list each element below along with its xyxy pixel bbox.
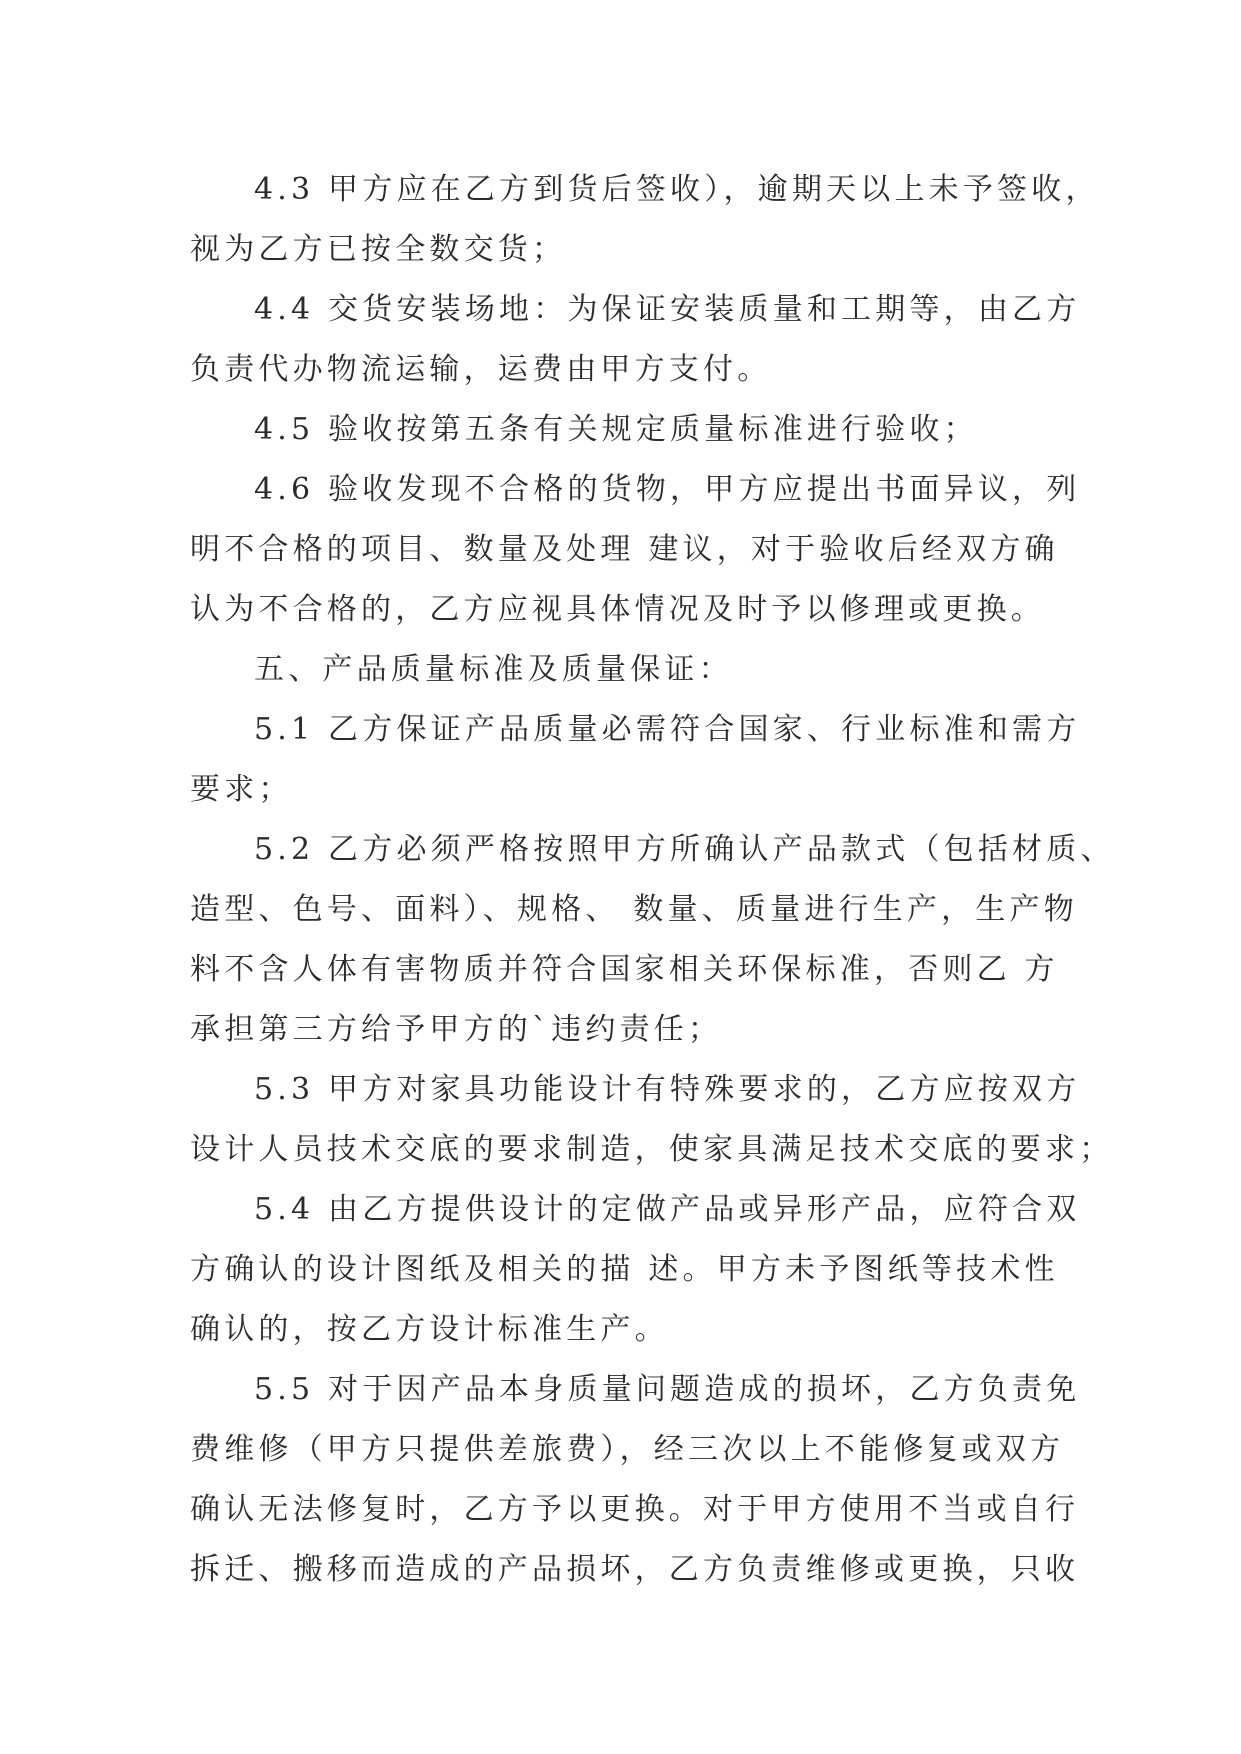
paragraph-line: 五、产品质量标准及质量保证： [254,652,733,687]
paragraph-line: 5.2 乙方必须严格按照甲方所确认产品款式（包括材质、 [254,832,1115,867]
paragraph-line: 5.5 对于因产品本身质量问题造成的损坏，乙方负责免 [254,1372,1081,1407]
paragraph-line: 设计人员技术交底的要求制造，使家具满足技术交底的要求； [190,1132,1114,1167]
paragraph-p-5-5 [190,1360,1081,1600]
paragraph-line: 认为不合格的，乙方应视具体情况及时予以修理或更换。 [190,592,1045,627]
paragraph-line: 4.5 验收按第五条有关规定质量标准进行验收； [254,412,978,447]
paragraph-line: 5.4 由乙方提供设计的定做产品或异形产品，应符合双 [254,1192,1081,1227]
paragraph-line: 要求； [190,772,293,807]
paragraph-line: 造型、色号、面料）、规格、 数量、质量进行生产，生产物 [190,892,1078,927]
paragraph-line: 确认的，按乙方设计标准生产。 [190,1312,669,1347]
paragraph-line: 5.3 甲方对家具功能设计有特殊要求的，乙方应按双方 [254,1072,1081,1107]
paragraph-line: 4.6 验收发现不合格的货物，甲方应提出书面异议，列 [254,472,1081,507]
paragraph-p-4-4 [190,280,1081,400]
paragraph-line: 方确认的设计图纸及相关的描 述。甲方未予图纸等技术性 [190,1252,1059,1287]
paragraph-p-4-3 [190,160,1100,280]
paragraph-line: 4.4 交货安装场地：为保证安装质量和工期等，由乙方 [254,292,1081,327]
paragraph-p-5-1 [190,700,1081,820]
paragraph-p-5-3 [190,1060,1114,1180]
paragraph-line: 负责代办物流运输，运费由甲方支付。 [190,352,772,387]
paragraph-p-5-2 [190,820,1115,1060]
paragraph-p-4-6 [190,460,1081,640]
paragraph-line: 费维修（甲方只提供差旅费），经三次以上不能修复或双方 [190,1432,1065,1467]
paragraph-p-5-4 [190,1180,1081,1360]
paragraph-line: 拆迁、搬移而造成的产品损坏，乙方负责维修或更换，只收 [190,1552,1080,1587]
paragraph-line: 承担第三方给予甲方的`违约责任； [190,1012,723,1047]
paragraph-line: 料不含人体有害物质并符合国家相关环保标准，否则乙 方 [190,952,1059,987]
paragraph-p-4-5 [190,400,1050,460]
document-body [190,160,1115,1600]
paragraph-p-5-heading [190,640,1050,700]
paragraph-line: 视为乙方已按全数交货； [190,232,567,267]
paragraph-line: 明不合格的项目、数量及处理 建议，对于验收后经双方确 [190,532,1059,567]
paragraph-line: 确认无法修复时，乙方予以更换。对于甲方使用不当或自行 [190,1492,1080,1527]
paragraph-line: 4.3 甲方应在乙方到货后签收），逾期天以上未予签收， [254,172,1100,207]
paragraph-line: 5.1 乙方保证产品质量必需符合国家、行业标准和需方 [254,712,1081,747]
